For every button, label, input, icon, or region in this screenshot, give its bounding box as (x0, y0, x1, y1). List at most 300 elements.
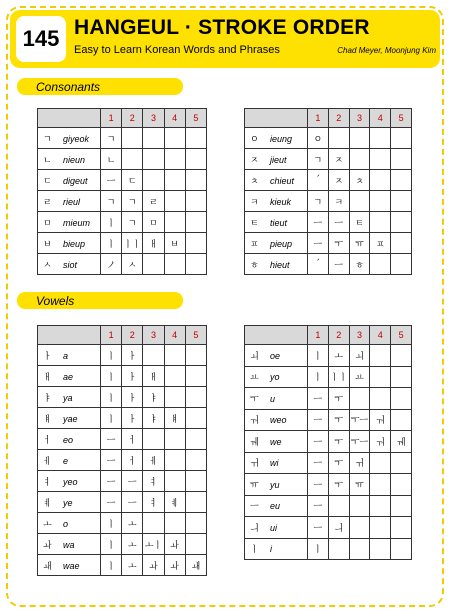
stroke-step-cell (101, 366, 122, 387)
stroke-step: ㅠ (355, 480, 364, 491)
stroke-step-cell (391, 388, 412, 410)
romanization: a (63, 350, 69, 361)
stroke-step-cell (122, 212, 143, 233)
jamo-glyph: ㅝ (250, 416, 259, 427)
stroke-step: ㅣ (106, 239, 116, 250)
column-header: 5 (185, 109, 206, 128)
jamo-glyph: ㄴ (43, 155, 52, 166)
stroke-step: ㅙ (191, 561, 201, 572)
stroke-step: ㅊ (355, 176, 364, 187)
romanization: yo (270, 372, 280, 383)
romanization: u (270, 393, 276, 404)
stroke-step-cell (164, 233, 185, 254)
stroke-step: ㅜ (334, 239, 344, 250)
stroke-step-cell (185, 408, 206, 429)
stroke-step: ㅔ (149, 456, 158, 467)
stroke-step: ㅁ (149, 218, 158, 229)
stroke-step-cell (349, 431, 370, 453)
stroke-step-cell (328, 431, 349, 453)
stroke-step: ㅜ (334, 416, 344, 427)
stroke-step: ㅡ (313, 416, 323, 427)
stroke-step-cell (391, 452, 412, 474)
letter-cell (245, 345, 308, 367)
table-row (245, 233, 412, 254)
letter-cell (38, 429, 101, 450)
jamo-glyph: ㅁ (43, 218, 52, 229)
stroke-step: ㄱ (313, 155, 323, 166)
table-row (245, 474, 412, 496)
stroke-step-cell (164, 345, 185, 366)
stroke-step-cell (143, 254, 164, 275)
stroke-step: ㅜㅡ (350, 437, 369, 448)
romanization: chieut (270, 175, 295, 186)
jamo-glyph: ㅏ (43, 351, 52, 362)
stroke-step: ㅜ (334, 459, 344, 470)
romanization: ui (270, 522, 278, 533)
romanization: wi (270, 458, 279, 469)
stroke-step: ㅡ (313, 502, 323, 513)
stroke-step-cell (308, 191, 329, 212)
letter-cell (38, 149, 101, 170)
column-header: 3 (349, 326, 370, 345)
stroke-step: ㅌ (355, 218, 364, 229)
jamo-glyph: ㅠ (250, 480, 259, 491)
jamo-glyph: ㅘ (43, 540, 52, 551)
stroke-step: ㅖ (170, 498, 179, 509)
header-corner (245, 109, 308, 128)
letter-cell (38, 345, 101, 366)
page-subtitle: Easy to Learn Korean Words and Phrases (74, 44, 280, 56)
stroke-step-cell (185, 170, 206, 191)
stroke-step: ㅓ (127, 456, 137, 467)
stroke-step: ㅘ (149, 561, 158, 572)
stroke-step-cell (328, 128, 349, 149)
table-row (38, 149, 207, 170)
stroke-step: ㅠ (355, 239, 364, 250)
jamo-glyph: ㅔ (43, 456, 52, 467)
stroke-step-cell (122, 492, 143, 513)
stroke-step-cell (328, 170, 349, 191)
table-row (245, 517, 412, 539)
stroke-step-cell (101, 233, 122, 254)
stroke-step: ㅂ (170, 239, 179, 250)
stroke-step: ㅑ (149, 414, 158, 425)
stroke-step: ㄱ (313, 197, 323, 208)
table-row (245, 431, 412, 453)
stroke-step-cell (164, 471, 185, 492)
stroke-step-cell (101, 471, 122, 492)
stroke-step-cell (308, 366, 329, 388)
letter-cell (245, 128, 308, 149)
stroke-step: ㅣ (313, 545, 323, 556)
stroke-step: ㅏ (127, 372, 137, 383)
stroke-step: ㅡ (313, 394, 323, 405)
stroke-step: ㅣ (106, 519, 116, 530)
stroke-step-cell (143, 471, 164, 492)
stroke-step: ㅡ (313, 218, 323, 229)
letter-cell (245, 388, 308, 410)
romanization: ieung (270, 133, 293, 144)
column-header: 1 (308, 109, 329, 128)
letter-cell (245, 538, 308, 560)
stroke-step: ㅣ (106, 414, 116, 425)
column-header: 1 (308, 326, 329, 345)
stroke-step-cell (328, 254, 349, 275)
stroke-step: ㅣ (106, 351, 116, 362)
stroke-step-cell (185, 534, 206, 555)
romanization: siot (63, 259, 78, 270)
letter-cell (245, 149, 308, 170)
stroke-step-cell (328, 474, 349, 496)
stroke-step: ㅣ (106, 561, 116, 572)
stroke-step: ˊ (315, 259, 321, 269)
stroke-step-cell (185, 429, 206, 450)
stroke-step-cell (143, 492, 164, 513)
vowels-heading: Vowels (36, 294, 75, 308)
page-title: HANGEUL · STROKE ORDER (74, 16, 370, 39)
stroke-step: ㅞ (396, 437, 406, 448)
stroke-step: ㄱ (106, 134, 116, 145)
stroke-step: ㅘ (170, 540, 179, 551)
stroke-step-cell (122, 450, 143, 471)
stroke-step-cell (122, 513, 143, 534)
consonants-right-table (244, 108, 412, 275)
stroke-step-cell (101, 450, 122, 471)
stroke-step-cell (391, 170, 412, 191)
stroke-step: ㅍ (375, 239, 385, 250)
stroke-step: ㅡ (106, 456, 116, 467)
stroke-step-cell (143, 429, 164, 450)
stroke-step-cell (185, 513, 206, 534)
romanization: i (270, 544, 272, 555)
stroke-step: ㅒ (170, 414, 179, 425)
stroke-step-cell (370, 452, 391, 474)
stroke-step: ㅣ (313, 373, 323, 384)
stroke-step-cell (328, 149, 349, 170)
stroke-step: ㅏ (127, 414, 137, 425)
stroke-step-cell (164, 254, 185, 275)
stroke-step-cell (101, 191, 122, 212)
romanization: pieup (270, 238, 293, 249)
table-row (245, 254, 412, 275)
stroke-step-cell (185, 471, 206, 492)
stroke-step: ㅕ (149, 477, 158, 488)
letter-cell (38, 191, 101, 212)
stroke-step-cell (101, 170, 122, 191)
romanization: nieun (63, 154, 86, 165)
table-row (245, 345, 412, 367)
stroke-step: ㅗ (127, 561, 137, 572)
jamo-glyph: ㅖ (43, 498, 52, 509)
column-header: 3 (349, 109, 370, 128)
stroke-step-cell (122, 191, 143, 212)
stroke-step-cell (349, 212, 370, 233)
jamo-glyph: ㅗ (43, 519, 52, 530)
stroke-step-cell (122, 254, 143, 275)
romanization: yae (63, 413, 78, 424)
stroke-step-cell (328, 517, 349, 539)
stroke-step-cell (328, 233, 349, 254)
romanization: wae (63, 560, 80, 571)
jamo-glyph: ㅌ (250, 218, 259, 229)
stroke-step-cell (185, 366, 206, 387)
stroke-step-cell (308, 254, 329, 275)
stroke-step-cell (370, 212, 391, 233)
stroke-step: ㅈ (334, 155, 344, 166)
stroke-step-cell (143, 366, 164, 387)
stroke-step-cell (185, 212, 206, 233)
stroke-step-cell (122, 366, 143, 387)
stroke-step-cell (122, 345, 143, 366)
stroke-step-cell (349, 452, 370, 474)
stroke-step-cell (164, 408, 185, 429)
stroke-step: ㅗ (127, 519, 137, 530)
stroke-step-cell (349, 345, 370, 367)
stroke-step-cell (122, 128, 143, 149)
stroke-step: ㅜ (334, 394, 344, 405)
stroke-step-cell (370, 409, 391, 431)
jamo-glyph: ㅕ (43, 477, 52, 488)
table-row (38, 450, 207, 471)
letter-cell (38, 555, 101, 576)
table-row (245, 366, 412, 388)
stroke-step-cell (143, 387, 164, 408)
letter-cell (38, 513, 101, 534)
column-header: 3 (143, 109, 164, 128)
stroke-step-cell (308, 452, 329, 474)
stroke-step-cell (328, 366, 349, 388)
stroke-step: ㄹ (149, 197, 158, 208)
stroke-step-cell (391, 191, 412, 212)
stroke-step-cell (101, 345, 122, 366)
jamo-glyph: ㅚ (250, 351, 259, 362)
stroke-step-cell (101, 128, 122, 149)
letter-cell (245, 474, 308, 496)
stroke-step: ㅡ (106, 498, 116, 509)
stroke-step-cell (349, 409, 370, 431)
stroke-step-cell (164, 555, 185, 576)
stroke-step-cell (370, 474, 391, 496)
romanization: rieul (63, 196, 81, 207)
column-header: 5 (391, 109, 412, 128)
stroke-step-cell (122, 408, 143, 429)
stroke-step-cell (391, 474, 412, 496)
stroke-step-cell (328, 495, 349, 517)
stroke-step: ㅡ (313, 239, 323, 250)
stroke-step: ㅑ (149, 393, 158, 404)
stroke-step-cell (391, 212, 412, 233)
jamo-glyph: ㅒ (43, 414, 52, 425)
jamo-glyph: ㄹ (43, 197, 52, 208)
stroke-step: ㅘ (170, 561, 179, 572)
stroke-step-cell (391, 517, 412, 539)
stroke-step: ㅟ (355, 459, 364, 470)
stroke-step-cell (391, 345, 412, 367)
stroke-step-cell (308, 495, 329, 517)
jamo-glyph: ㅎ (250, 260, 259, 271)
stroke-step-cell (164, 513, 185, 534)
stroke-step-cell (185, 128, 206, 149)
romanization: e (63, 455, 69, 466)
stroke-step: ㅓ (127, 435, 137, 446)
romanization: hieut (270, 259, 290, 270)
table-row (245, 212, 412, 233)
stroke-step-cell (349, 495, 370, 517)
stroke-step-cell (308, 388, 329, 410)
stroke-step: ㅛ (355, 373, 364, 384)
stroke-step: ㅡ (313, 480, 323, 491)
jamo-glyph: ㅓ (43, 435, 52, 446)
stroke-step-cell (164, 492, 185, 513)
table-row (245, 128, 412, 149)
stroke-step: ㄱ (127, 197, 137, 208)
stroke-step: ㅝ (375, 416, 385, 427)
consonants-heading: Consonants (36, 80, 101, 94)
stroke-step: ㅢ (334, 523, 344, 534)
stroke-step-cell (308, 517, 329, 539)
stroke-step-cell (101, 212, 122, 233)
table-row (38, 492, 207, 513)
stroke-step-cell (143, 534, 164, 555)
table-row (245, 170, 412, 191)
stroke-step: ㅡ (106, 176, 116, 187)
stroke-step-cell (349, 474, 370, 496)
romanization: jieut (270, 154, 287, 165)
stroke-step-cell (164, 450, 185, 471)
stroke-step-cell (308, 474, 329, 496)
vowels-right-table (244, 325, 412, 560)
romanization: we (270, 436, 282, 447)
stroke-step-cell (101, 555, 122, 576)
stroke-step-cell (122, 555, 143, 576)
stroke-step-cell (349, 254, 370, 275)
stroke-step-cell (349, 233, 370, 254)
table-row (38, 429, 207, 450)
page-number: 145 (16, 16, 66, 62)
table-row (38, 471, 207, 492)
romanization: eu (270, 501, 281, 512)
stroke-step: ㅡ (127, 498, 137, 509)
table-row (38, 170, 207, 191)
stroke-step-cell (122, 429, 143, 450)
romanization: bieup (63, 238, 86, 249)
stroke-step: ㅕ (149, 498, 158, 509)
stroke-step: ㅈ (334, 176, 344, 187)
jamo-glyph: ㅊ (250, 176, 259, 187)
stroke-step-cell (391, 128, 412, 149)
column-header: 2 (122, 109, 143, 128)
stroke-step-cell (185, 191, 206, 212)
stroke-step-cell (308, 128, 329, 149)
jamo-glyph: ㅞ (250, 437, 259, 448)
stroke-step-cell (308, 345, 329, 367)
consonants-left-table (37, 108, 207, 275)
stroke-step-cell (349, 191, 370, 212)
column-header: 4 (370, 326, 391, 345)
header-corner (38, 326, 101, 345)
letter-cell (38, 254, 101, 275)
column-header: 4 (164, 326, 185, 345)
column-header: 3 (143, 326, 164, 345)
stroke-step-cell (370, 254, 391, 275)
romanization: mieum (63, 217, 91, 228)
vowels-left-table (37, 325, 207, 576)
romanization: oe (270, 350, 281, 361)
jamo-glyph: ㅢ (250, 523, 259, 534)
column-header: 2 (328, 109, 349, 128)
column-header: 1 (101, 109, 122, 128)
letter-cell (245, 452, 308, 474)
column-header: 5 (185, 326, 206, 345)
stroke-step-cell (101, 534, 122, 555)
stroke-step-cell (349, 366, 370, 388)
stroke-step-cell (143, 233, 164, 254)
stroke-step: ㅡ (106, 477, 116, 488)
stroke-step-cell (370, 149, 391, 170)
stroke-step-cell (349, 538, 370, 560)
letter-cell (38, 387, 101, 408)
stroke-step: ㅅ (127, 260, 137, 271)
letter-cell (38, 366, 101, 387)
table-row (38, 513, 207, 534)
stroke-step-cell (391, 431, 412, 453)
stroke-step: ㅣㅣ (123, 239, 141, 250)
romanization: digeut (63, 175, 88, 186)
stroke-step-cell (349, 517, 370, 539)
column-header: 4 (370, 109, 391, 128)
stroke-step-cell (370, 517, 391, 539)
stroke-step-cell (143, 513, 164, 534)
romanization: weo (270, 415, 287, 426)
stroke-step-cell (370, 538, 391, 560)
stroke-step-cell (143, 212, 164, 233)
romanization: giyeok (63, 133, 90, 144)
letter-cell (245, 170, 308, 191)
stroke-step-cell (349, 170, 370, 191)
stroke-step-cell (328, 452, 349, 474)
stroke-step: ㅣ (313, 351, 323, 362)
column-header: 4 (164, 109, 185, 128)
stroke-step: ㅣㅣ (330, 373, 348, 384)
jamo-glyph: ㅂ (43, 239, 52, 250)
stroke-step-cell (328, 212, 349, 233)
stroke-step: ㅏ (127, 351, 137, 362)
stroke-step-cell (101, 429, 122, 450)
table-row (38, 233, 207, 254)
letter-cell (245, 409, 308, 431)
stroke-step-cell (143, 450, 164, 471)
stroke-step: ㅎ (355, 260, 364, 271)
letter-cell (245, 495, 308, 517)
jamo-glyph: ㅍ (250, 239, 259, 250)
stroke-step-cell (143, 149, 164, 170)
stroke-step-cell (143, 191, 164, 212)
stroke-step-cell (122, 534, 143, 555)
jamo-glyph: ㅜ (250, 394, 259, 405)
letter-cell (245, 233, 308, 254)
stroke-step-cell (349, 149, 370, 170)
stroke-step: ˊ (315, 175, 321, 185)
table-row (245, 409, 412, 431)
stroke-step: ㄱ (106, 197, 116, 208)
jamo-glyph: ㅟ (250, 459, 259, 470)
stroke-step-cell (185, 233, 206, 254)
stroke-step: ㅣ (106, 393, 116, 404)
stroke-step-cell (164, 429, 185, 450)
stroke-step-cell (370, 170, 391, 191)
stroke-step-cell (308, 212, 329, 233)
romanization: ya (63, 392, 73, 403)
